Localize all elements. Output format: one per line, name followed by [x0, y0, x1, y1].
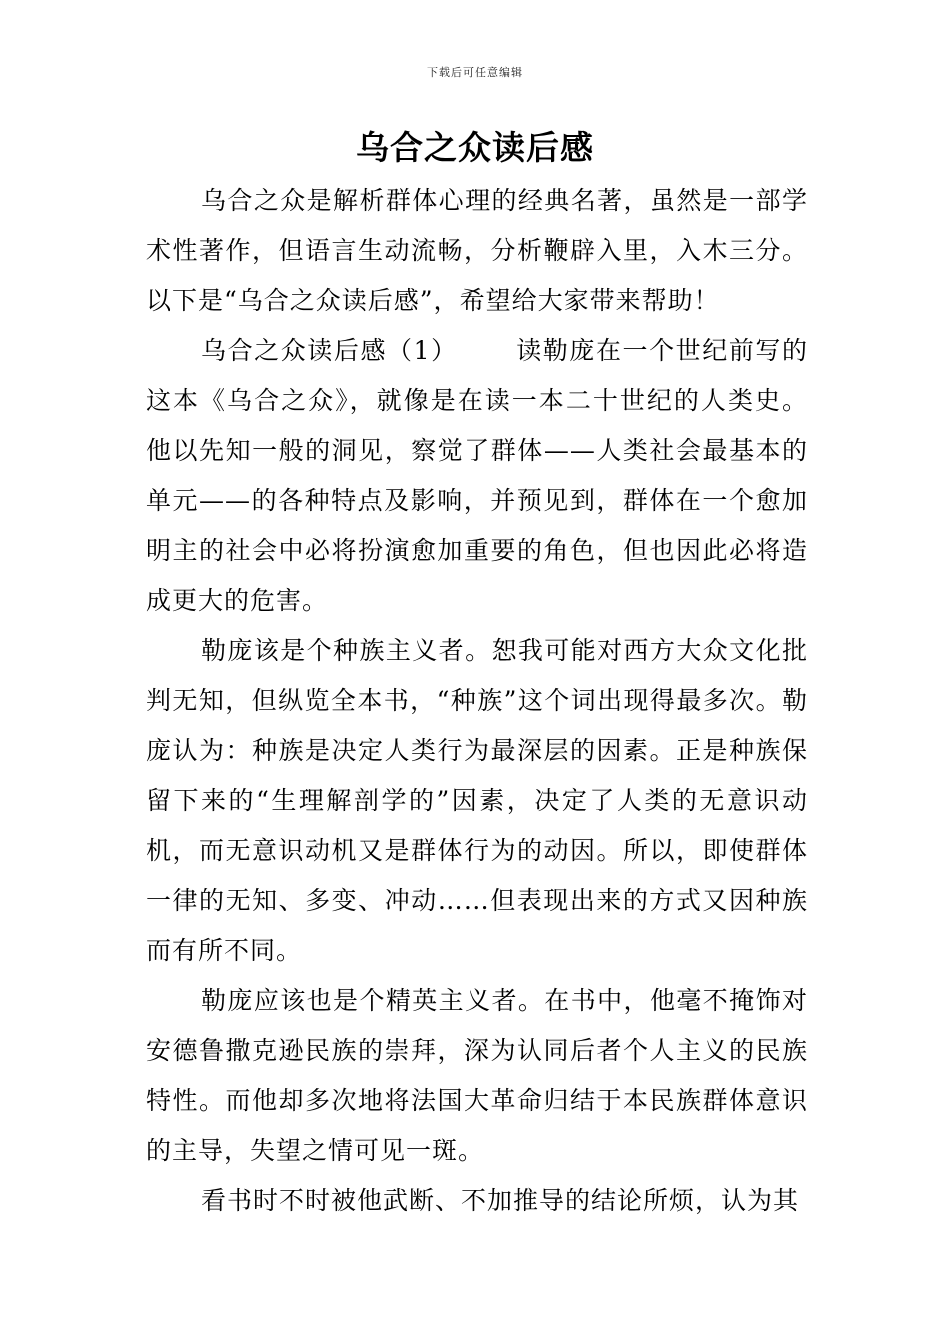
section-first-text: 读勒庞在一个世纪前写的这本《乌合之众》，就像是在读一本二十世纪的人类史。他以先知一般的洞见，察觉了群体——人类社会最基本的单元——的各种特点及影响，并预见到，群体在一个愈加明主的社会中必将扮演愈加重要的角色，但也因此必将造成更大的危害。 [146, 336, 808, 615]
document-body [146, 176, 808, 1226]
section-paragraph-1 [146, 326, 808, 626]
body-paragraph: 勒庞应该也是个精英主义者。在书中，他毫不掩饰对安德鲁撒克逊民族的崇拜，深为认同后者个人主义的民族特性。而他却多次地将法国大革命归结于本民族群体意识的主导，失望之情可见一斑。 [146, 986, 808, 1165]
intro-paragraph: 乌合之众是解析群体心理的经典名著，虽然是一部学术性著作，但语言生动流畅，分析鞭辟入里，入木三分。以下是“乌合之众读后感”，希望给大家带来帮助！ [146, 186, 808, 315]
section-heading: 乌合之众读后感（1） [201, 336, 458, 365]
body-paragraph: 勒庞该是个种族主义者。恕我可能对西方大众文化批判无知，但纵览全本书，“种族”这个词出现得最多次。勒庞认为：种族是决定人类行为最深层的因素。正是种族保留下来的“生理解剖学的”因素，决定了人类的无意识动机，而无意识动机又是群体行为的动因。所以，即使群体一律的无知、多变、冲动……但表现出来的方式又因种族而有所不同。 [146, 636, 808, 965]
document-title: 乌合之众读后感 [356, 128, 594, 167]
body-paragraph: 看书时不时被他武断、不加推导的结论所烦，认为其 [201, 1186, 800, 1215]
header-note: 下载后可任意编辑 [427, 66, 523, 79]
